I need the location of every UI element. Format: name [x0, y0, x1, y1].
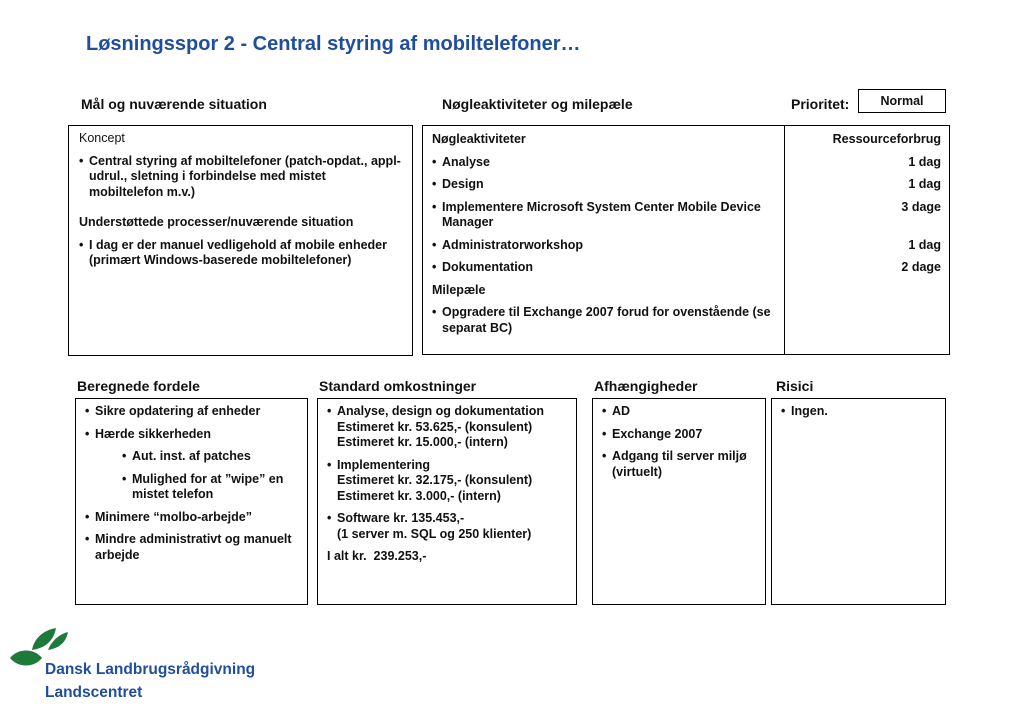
column-divider — [784, 126, 785, 354]
priority-value-box: Normal — [858, 89, 946, 113]
cost-line: • Implementering — [337, 457, 431, 472]
processes-bullet: • I dag er der manuel vedligehold af mobile enheder (primært Windows-baserede mobiltelefoner) — [79, 238, 402, 269]
cost-line: • Software kr. 135.453,- — [337, 511, 465, 525]
page-title: Løsningsspor 2 - Central styring af mobiltelefoner… — [86, 33, 581, 55]
activity-item: • Dokumentation — [432, 260, 777, 276]
resource-value: 1 dag — [908, 155, 941, 169]
goal-box — [68, 125, 413, 356]
cost-line: Estimeret kr. 3.000,- (intern) — [337, 488, 501, 503]
benefit-subitem: • Mulighed for at ”wipe” en mistet telefon — [122, 472, 298, 503]
resource-header: Ressourceforbrug — [832, 132, 941, 146]
cost-line: Estimeret kr. 32.175,- (konsulent) — [337, 473, 533, 487]
logo-line2: Landscentret — [45, 684, 143, 701]
benefit-subitem: • Aut. inst. af patches — [122, 449, 298, 465]
costs-box — [317, 398, 577, 605]
dependency-item: • AD — [602, 404, 756, 420]
milestones-label: Milepæle — [432, 282, 486, 297]
dependencies-heading: Afhængigheder — [594, 378, 698, 394]
logo-line1: Dansk Landbrugsrådgivning — [45, 661, 256, 678]
activities-list — [432, 132, 777, 336]
dependencies-box — [592, 398, 766, 605]
benefits-box — [75, 398, 308, 605]
activities-col-header: Nøgleaktiviteter — [432, 132, 526, 146]
cost-total: I alt kr. 239.253,- — [327, 549, 427, 563]
cost-line: (1 server m. SQL og 250 klienter) — [337, 526, 532, 541]
benefit-item: • Minimere “molbo-arbejde” — [85, 510, 298, 526]
resource-value: 1 dag — [908, 238, 941, 252]
activity-item: • Design — [432, 177, 777, 193]
cost-item — [327, 458, 567, 505]
activity-item: • Analyse — [432, 155, 777, 171]
resource-value: 3 dage — [901, 200, 941, 214]
cost-item — [327, 511, 567, 542]
benefit-item: • Hærde sikkerheden — [85, 427, 298, 443]
activities-box — [422, 125, 950, 355]
resource-value: 2 dage — [901, 260, 941, 274]
risks-box — [771, 398, 946, 605]
activities-heading: Nøgleaktiviteter og milepæle — [442, 96, 633, 112]
dependency-item: • Exchange 2007 — [602, 427, 756, 443]
cost-item — [327, 404, 567, 451]
risk-item: • Ingen. — [781, 404, 936, 420]
priority-label: Prioritet: — [791, 96, 850, 112]
cost-line: • Analyse, design og dokumentation — [337, 404, 544, 418]
dependency-item: • Adgang til server miljø (virtuelt) — [602, 449, 756, 480]
resource-value: 1 dag — [908, 177, 941, 191]
concept-label: Koncept — [79, 131, 125, 145]
milestone-item: • Opgradere til Exchange 2007 forud for ovenstående (se separat BC) — [432, 305, 777, 336]
benefits-heading: Beregnede fordele — [77, 378, 200, 394]
activity-item: • Implementere Microsoft System Center Mobile Device Manager — [432, 200, 777, 231]
benefit-item: • Mindre administrativt og manuelt arbejde — [85, 532, 298, 563]
benefit-item: • Sikre opdatering af enheder — [85, 404, 298, 420]
processes-label: Understøttede processer/nuværende situation — [79, 215, 354, 229]
goal-heading: Mål og nuværende situation — [81, 96, 267, 112]
cost-line: Estimeret kr. 15.000,- (intern) — [337, 435, 508, 449]
concept-bullet: • Central styring af mobiltelefoner (patch-opdat., appl-udrul., sletning i forbindelse med mistet mobiltelefon m.v.) — [79, 154, 402, 201]
activity-item: • Administratorworkshop — [432, 238, 777, 254]
costs-heading: Standard omkostninger — [319, 378, 477, 394]
cost-line: Estimeret kr. 53.625,- (konsulent) — [337, 419, 533, 434]
risks-heading: Risici — [776, 378, 814, 394]
